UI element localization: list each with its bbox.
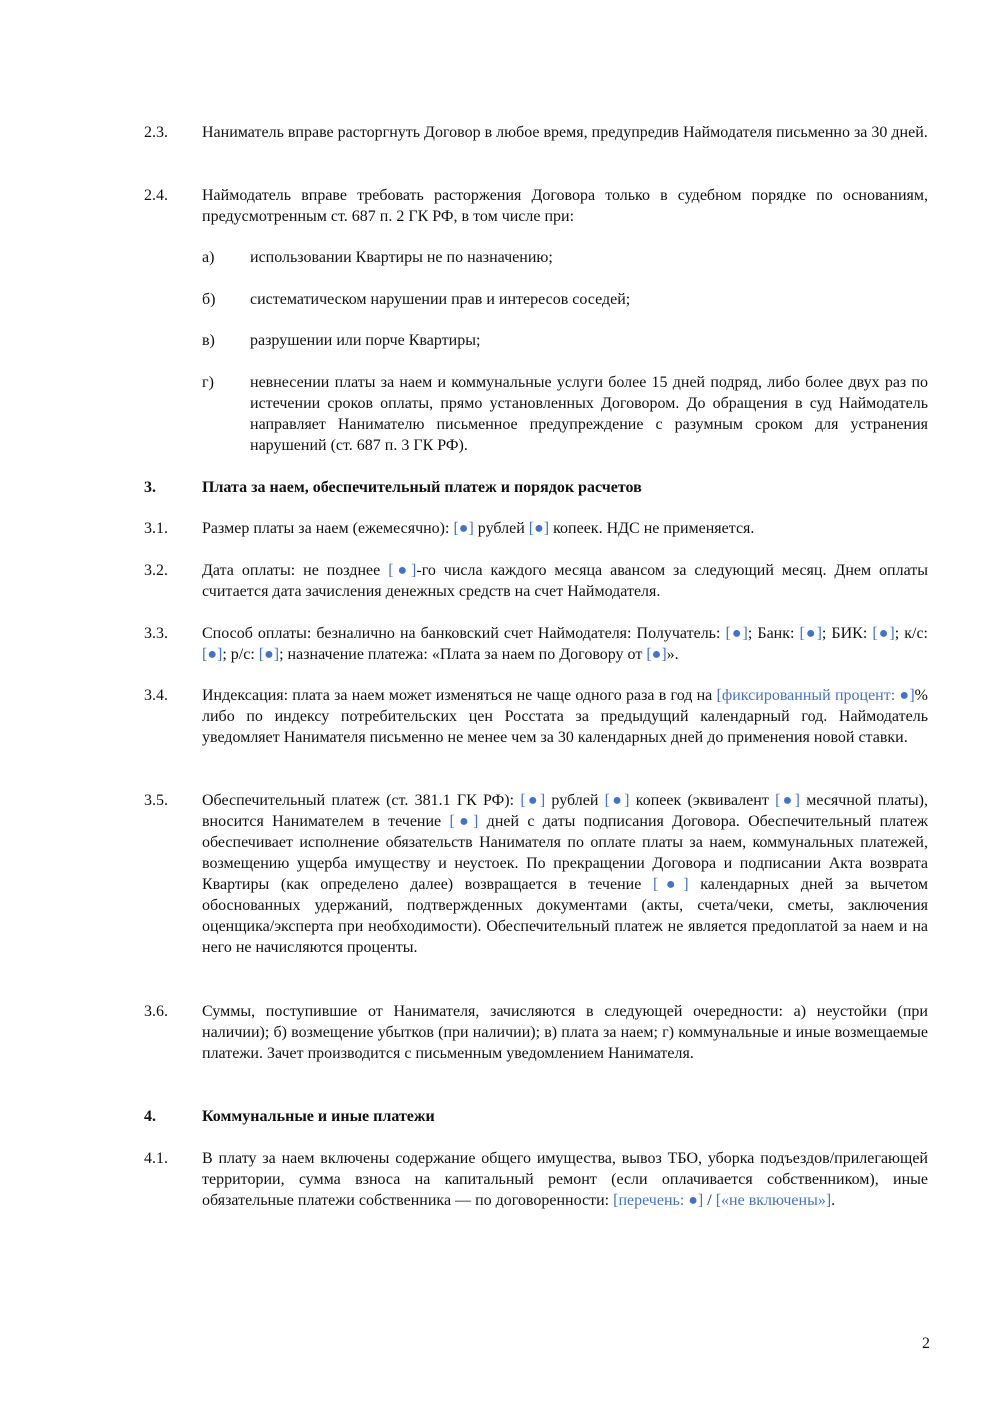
clause-number: 4.1.	[144, 1150, 168, 1167]
subclause-text: систематическом нарушении прав и интересов соседей;	[250, 291, 631, 308]
clause-text: Наймодатель вправе требовать расторжения Договора только в судебном порядке по основаниям, предусмотренным ст. 687 п. 2 ГК РФ, в том числе при:	[202, 187, 928, 225]
placeholder: [●]	[775, 792, 800, 809]
placeholder: [●]	[520, 792, 546, 809]
placeholder: [●]	[453, 520, 474, 537]
clause-text: Индексация: плата за наем может изменяться не чаще одного раза в год на [фиксированный процент: ●]% либо по индексу потребительских цен Росстата за предыдущий календарный год. Наймодатель уведомляет Нанимателя письменно не менее чем за 30 календарных дней до применения новой ставки.	[202, 687, 928, 746]
clause-text: Обеспечительный платеж (ст. 381.1 ГК РФ): [●] рублей [●] копеек (эквивалент [●] месячной платы), вносится Нанимателем в течение [●] дней с даты подписания Договора. Обеспечительный платеж обеспечивает исполнение обязательств Нанимателя по оплате платы за наем, коммунальных платежей, возмещению ущерба имуществу и неустоек. По прекращении Договора и подписании Акта возврата Квартиры (как определено далее) возвращается в течение [●] календарных дней за вычетом обоснованных удержаний, подтвержденных документами (акты, счета/чеки, сметы, заключения оценщика/эксперта при необходимости). Обеспечительный платеж не является предоплатой за наем и на него не начисляются проценты.	[202, 792, 929, 956]
section-title: Плата за наем, обеспечительный платеж и порядок расчетов	[202, 479, 642, 496]
subclause-letter: в)	[202, 332, 215, 349]
subclause-text: невнесении платы за наем и коммунальные услуги более 15 дней подряд, либо более двух раз по истечении сроков оплаты, прямо установленных Договором. До обращения в суд Наймодатель направляет Нанимателю письменное предупреждение с разумным сроком для устранения нарушений (ст. 687 п. 3 ГК РФ).	[250, 374, 928, 454]
clause-number: 3.3.	[144, 625, 168, 642]
clause-text: Размер платы за наем (ежемесячно): [●] рублей [●] копеек. НДС не применяется.	[202, 520, 755, 537]
placeholder: [●]	[202, 646, 223, 663]
subclause-letter: г)	[202, 374, 214, 391]
clause-text: Дата оплаты: не позднее [●]-го числа каждого месяца авансом за следующий месяц. Днем оплаты считается дата зачисления денежных средств на счет Наймодателя.	[202, 562, 929, 600]
clause-text: В плату за наем включены содержание общего имущества, вывоз ТБО, уборка подъездов/прилегающей территории, сумма взноса на капитальный ремонт (если оплачивается собственником), иные обязательные платежи собственника — по договоренности: [перечень: ●] / [«не включены»].	[202, 1150, 928, 1209]
subclause-text: использовании Квартиры не по назначению;	[250, 249, 553, 266]
clause-number: 3.4.	[144, 687, 168, 704]
clause-text: Способ оплаты: безналично на банковский счет Наймодателя: Получатель: [●]; Банк: [●]; БИК: [●]; к/с: [●]; р/с: [●]; назначение платежа: «Плата за наем по Договору от [●]».	[202, 625, 929, 663]
placeholder: [●]	[652, 876, 689, 893]
section-number: 4.	[144, 1108, 156, 1125]
placeholder: [«не включены»]	[715, 1192, 832, 1209]
placeholder: [●]	[258, 646, 280, 663]
clause-number: 3.2.	[144, 562, 168, 579]
placeholder: [●]	[872, 625, 895, 642]
placeholder: [фиксированный процент: ●]	[716, 687, 915, 704]
clause-number: 3.1.	[144, 520, 168, 537]
clause-number: 3.6.	[144, 1003, 168, 1020]
placeholder: [●]	[646, 646, 667, 663]
placeholder: [●]	[799, 625, 822, 642]
subclause-letter: б)	[202, 291, 216, 308]
page-number: 2	[922, 1335, 930, 1352]
section-title: Коммунальные и иные платежи	[202, 1108, 435, 1125]
clause-number: 3.5.	[144, 792, 168, 809]
subclause-text: разрушении или порче Квартиры;	[250, 332, 481, 349]
placeholder: [●]	[725, 625, 748, 642]
placeholder: [●]	[528, 520, 550, 537]
placeholder: [●]	[388, 562, 417, 579]
clause-text: Наниматель вправе расторгнуть Договор в любое время, предупредив Наймодателя письменно за 30 дней.	[202, 124, 928, 141]
clause-number: 2.4.	[144, 187, 168, 204]
placeholder: [перечень: ●]	[613, 1192, 704, 1209]
clause-number: 2.3.	[144, 124, 168, 141]
subclause-letter: а)	[202, 249, 215, 266]
placeholder: [●]	[604, 792, 630, 809]
clause-text: Суммы, поступившие от Нанимателя, зачисляются в следующей очередности: а) неустойки (при наличии); б) возмещение убытков (при наличии); в) плата за наем; г) коммунальные и иные возмещаемые платежи. Зачет производится с письменным уведомлением Нанимателя.	[202, 1003, 928, 1062]
placeholder: [●]	[449, 813, 479, 830]
section-number: 3.	[144, 479, 156, 496]
